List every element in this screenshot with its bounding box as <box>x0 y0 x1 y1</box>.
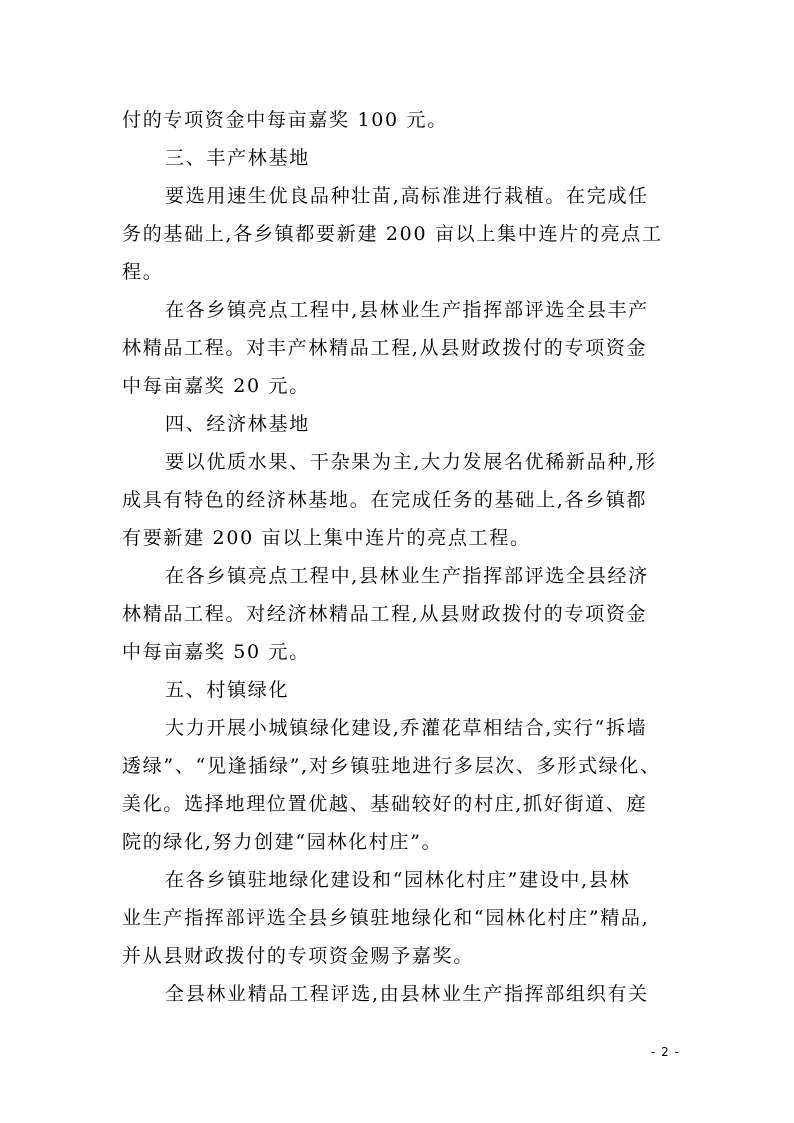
text-line-22: 业生产指挥部评选全县乡镇驻地绿化和“园林化村庄”精品, <box>122 907 650 929</box>
text-line-7: 林精品工程。对丰产林精品工程,从县财政拨付的专项资金 <box>122 337 648 359</box>
text-line-19: 美化。选择地理位置优越、基础较好的村庄,抓好街道、庭 <box>122 793 648 815</box>
text-line-20: 院的绿化,努力创建“园林化村庄”。 <box>122 831 443 853</box>
text-line-21: 在各乡镇驻地绿化建设和“园林化村庄”建设中,县林 <box>165 869 631 891</box>
text-line-14: 林精品工程。对经济林精品工程,从县财政拨付的专项资金 <box>122 603 648 625</box>
text-line-11: 成具有特色的经济林基地。在完成任务的基础上,各乡镇都 <box>122 489 648 511</box>
text-line-23: 并从县财政拨付的专项资金赐予嘉奖。 <box>122 945 474 967</box>
text-line-6: 在各乡镇亮点工程中,县林业生产指挥部评选全县丰产 <box>165 299 649 321</box>
text-line-12: 有要新建 200 亩以上集中连片的亮点工程。 <box>122 527 531 549</box>
text-line-24: 全县林业精品工程评选,由县林业生产指挥部组织有关 <box>165 983 649 1005</box>
page-number: - 2 - <box>651 1045 680 1059</box>
section-heading-4: 四、经济林基地 <box>165 413 310 435</box>
text-line-3: 要选用速生优良品种壮苗,高标准进行栽植。在完成任 <box>165 185 649 207</box>
text-line-5: 程。 <box>122 261 164 283</box>
section-heading-5: 五、村镇绿化 <box>165 679 290 701</box>
text-line-13: 在各乡镇亮点工程中,县林业生产指挥部评选全县经济 <box>165 565 649 587</box>
text-line-17: 大力开展小城镇绿化建设,乔灌花草相结合,实行“拆墙 <box>165 717 648 739</box>
text-line-4: 务的基础上,各乡镇都要新建 200 亩以上集中连片的亮点工 <box>122 223 663 245</box>
text-line-1: 付的专项资金中每亩嘉奖 100 元。 <box>122 109 448 131</box>
text-line-8: 中每亩嘉奖 20 元。 <box>122 375 310 397</box>
section-heading-3: 三、丰产林基地 <box>165 147 310 169</box>
text-line-15: 中每亩嘉奖 50 元。 <box>122 641 310 663</box>
text-line-18: 透绿”、“见逢插绿”,对乡镇驻地进行多层次、多形式绿化、 <box>122 755 661 777</box>
text-line-10: 要以优质水果、干杂果为主,大力发展名优稀新品种,形 <box>165 451 657 473</box>
